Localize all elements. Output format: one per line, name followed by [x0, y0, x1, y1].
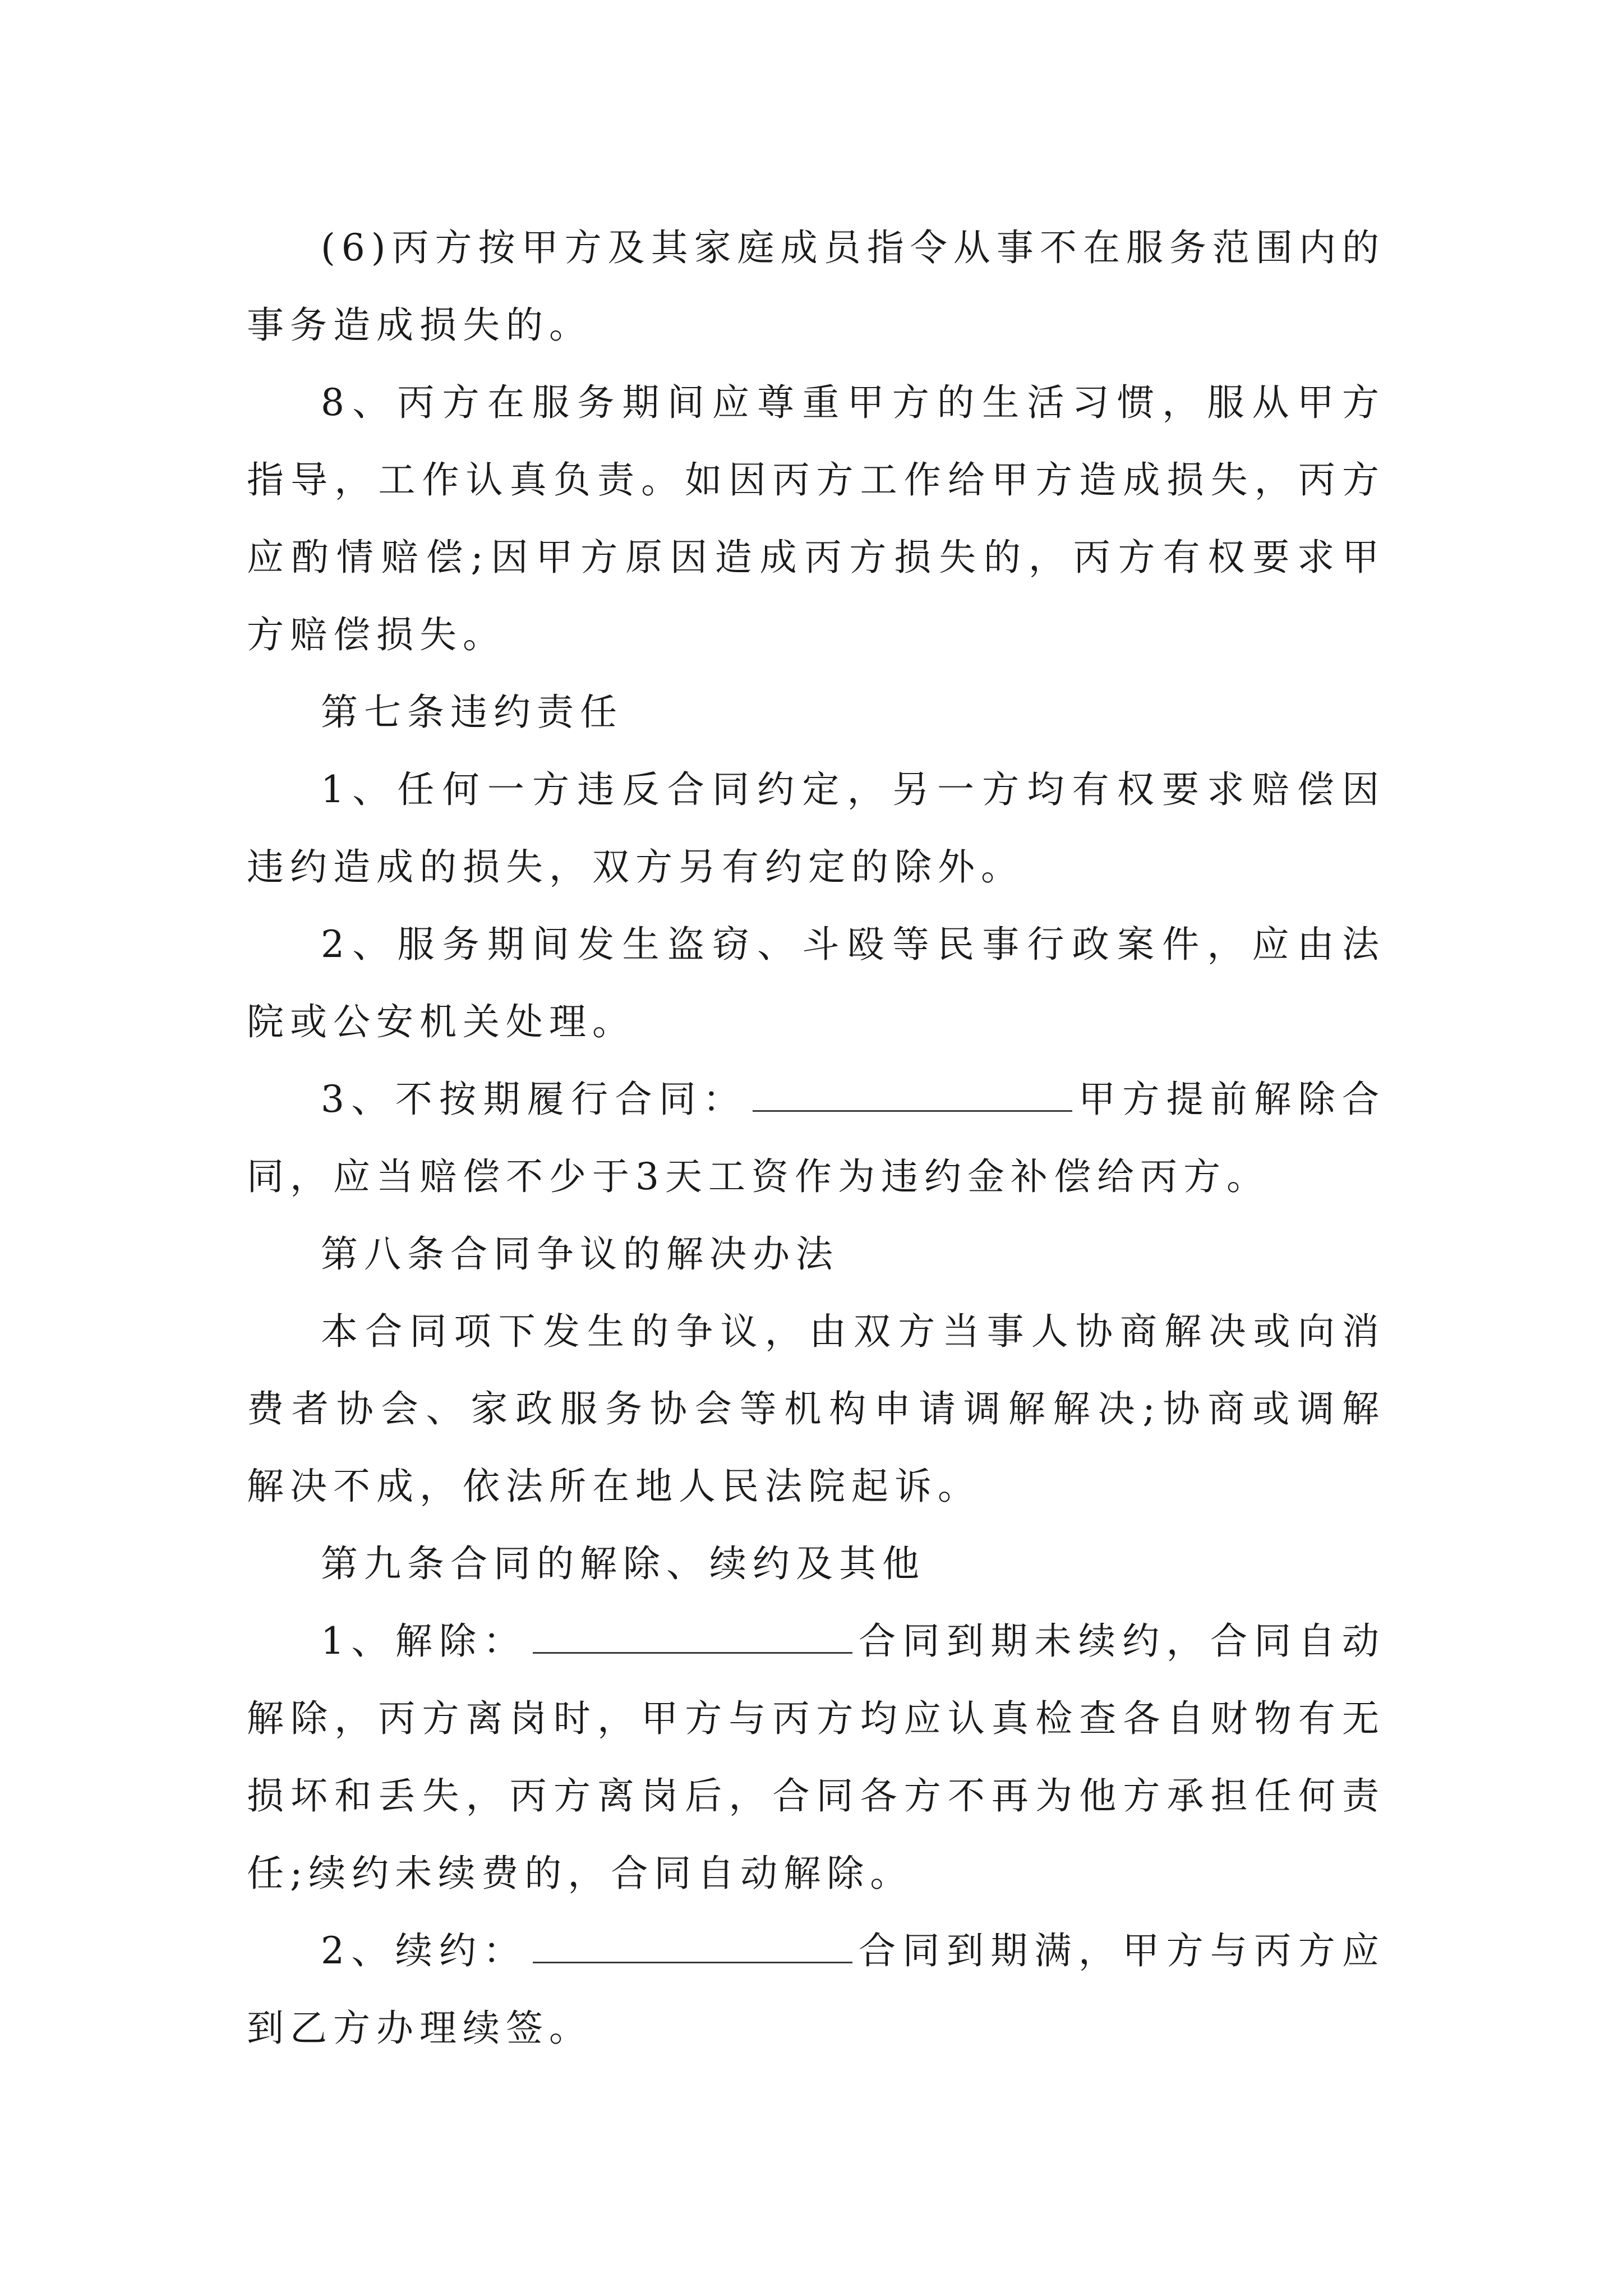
- renewal-text: 合同到期满，甲方与丙方应到乙方办理续签。: [247, 1929, 1386, 2050]
- paragraph-clause-8: 8、丙方在服务期间应尊重甲方的生活习惯，服从甲方指导，工作认真负责。如因丙方工作给甲方造成损失，丙方应酌情赔偿;因甲方原因造成丙方损失的，丙方有权要求甲方赔偿损失。: [247, 381, 1385, 656]
- breach-3-text: 甲方提前解除合同，应当赔偿不少于3天工资作为违约金补偿给丙方。: [247, 1078, 1386, 1198]
- heading-article-7: 第七条违约责任: [321, 691, 623, 734]
- breach-3-label: 3、不按期履行合同：: [321, 1078, 747, 1121]
- termination-text: 合同到期未续约，合同自动解除，丙方离岗时，甲方与丙方均应认真检查各自财物有无损坏和丢失，丙方离岗后，合同各方不再为他方承担任何责任;续约未续费的，合同自动解除。: [247, 1619, 1386, 1895]
- blank-line: [533, 1618, 852, 1654]
- paragraph-breach-3: [247, 1061, 1385, 1216]
- paragraph-breach-2: 2、服务期间发生盗窃、斗殴等民事行政案件，应由法院或公安机关处理。: [247, 923, 1385, 1043]
- paragraph-dispute-resolution: 本合同项下发生的争议，由双方当事人协商解决或向消费者协会、家政服务协会等机构申请调解解决;协商或调解解决不成，依法所在地人民法院起诉。: [247, 1310, 1385, 1508]
- paragraph-item-6: (6)丙方按甲方及其家庭成员指令从事不在服务范围内的事务造成损失的。: [247, 226, 1385, 347]
- contract-body: [247, 209, 1385, 2067]
- blank-line: [533, 1928, 852, 1963]
- blank-line: [753, 1076, 1072, 1112]
- heading-article-9: 第九条合同的解除、续约及其他: [321, 1542, 925, 1585]
- heading-article-8: 第八条合同争议的解决办法: [321, 1232, 839, 1276]
- paragraph-termination: [247, 1603, 1385, 1912]
- paragraph-renewal: [247, 1912, 1385, 2067]
- renewal-label: 2、续约：: [321, 1929, 527, 1972]
- termination-label: 1、解除：: [321, 1619, 527, 1663]
- paragraph-breach-1: 1、任何一方违反合同约定，另一方均有权要求赔偿因违约造成的损失，双方另有约定的除外。: [247, 768, 1385, 889]
